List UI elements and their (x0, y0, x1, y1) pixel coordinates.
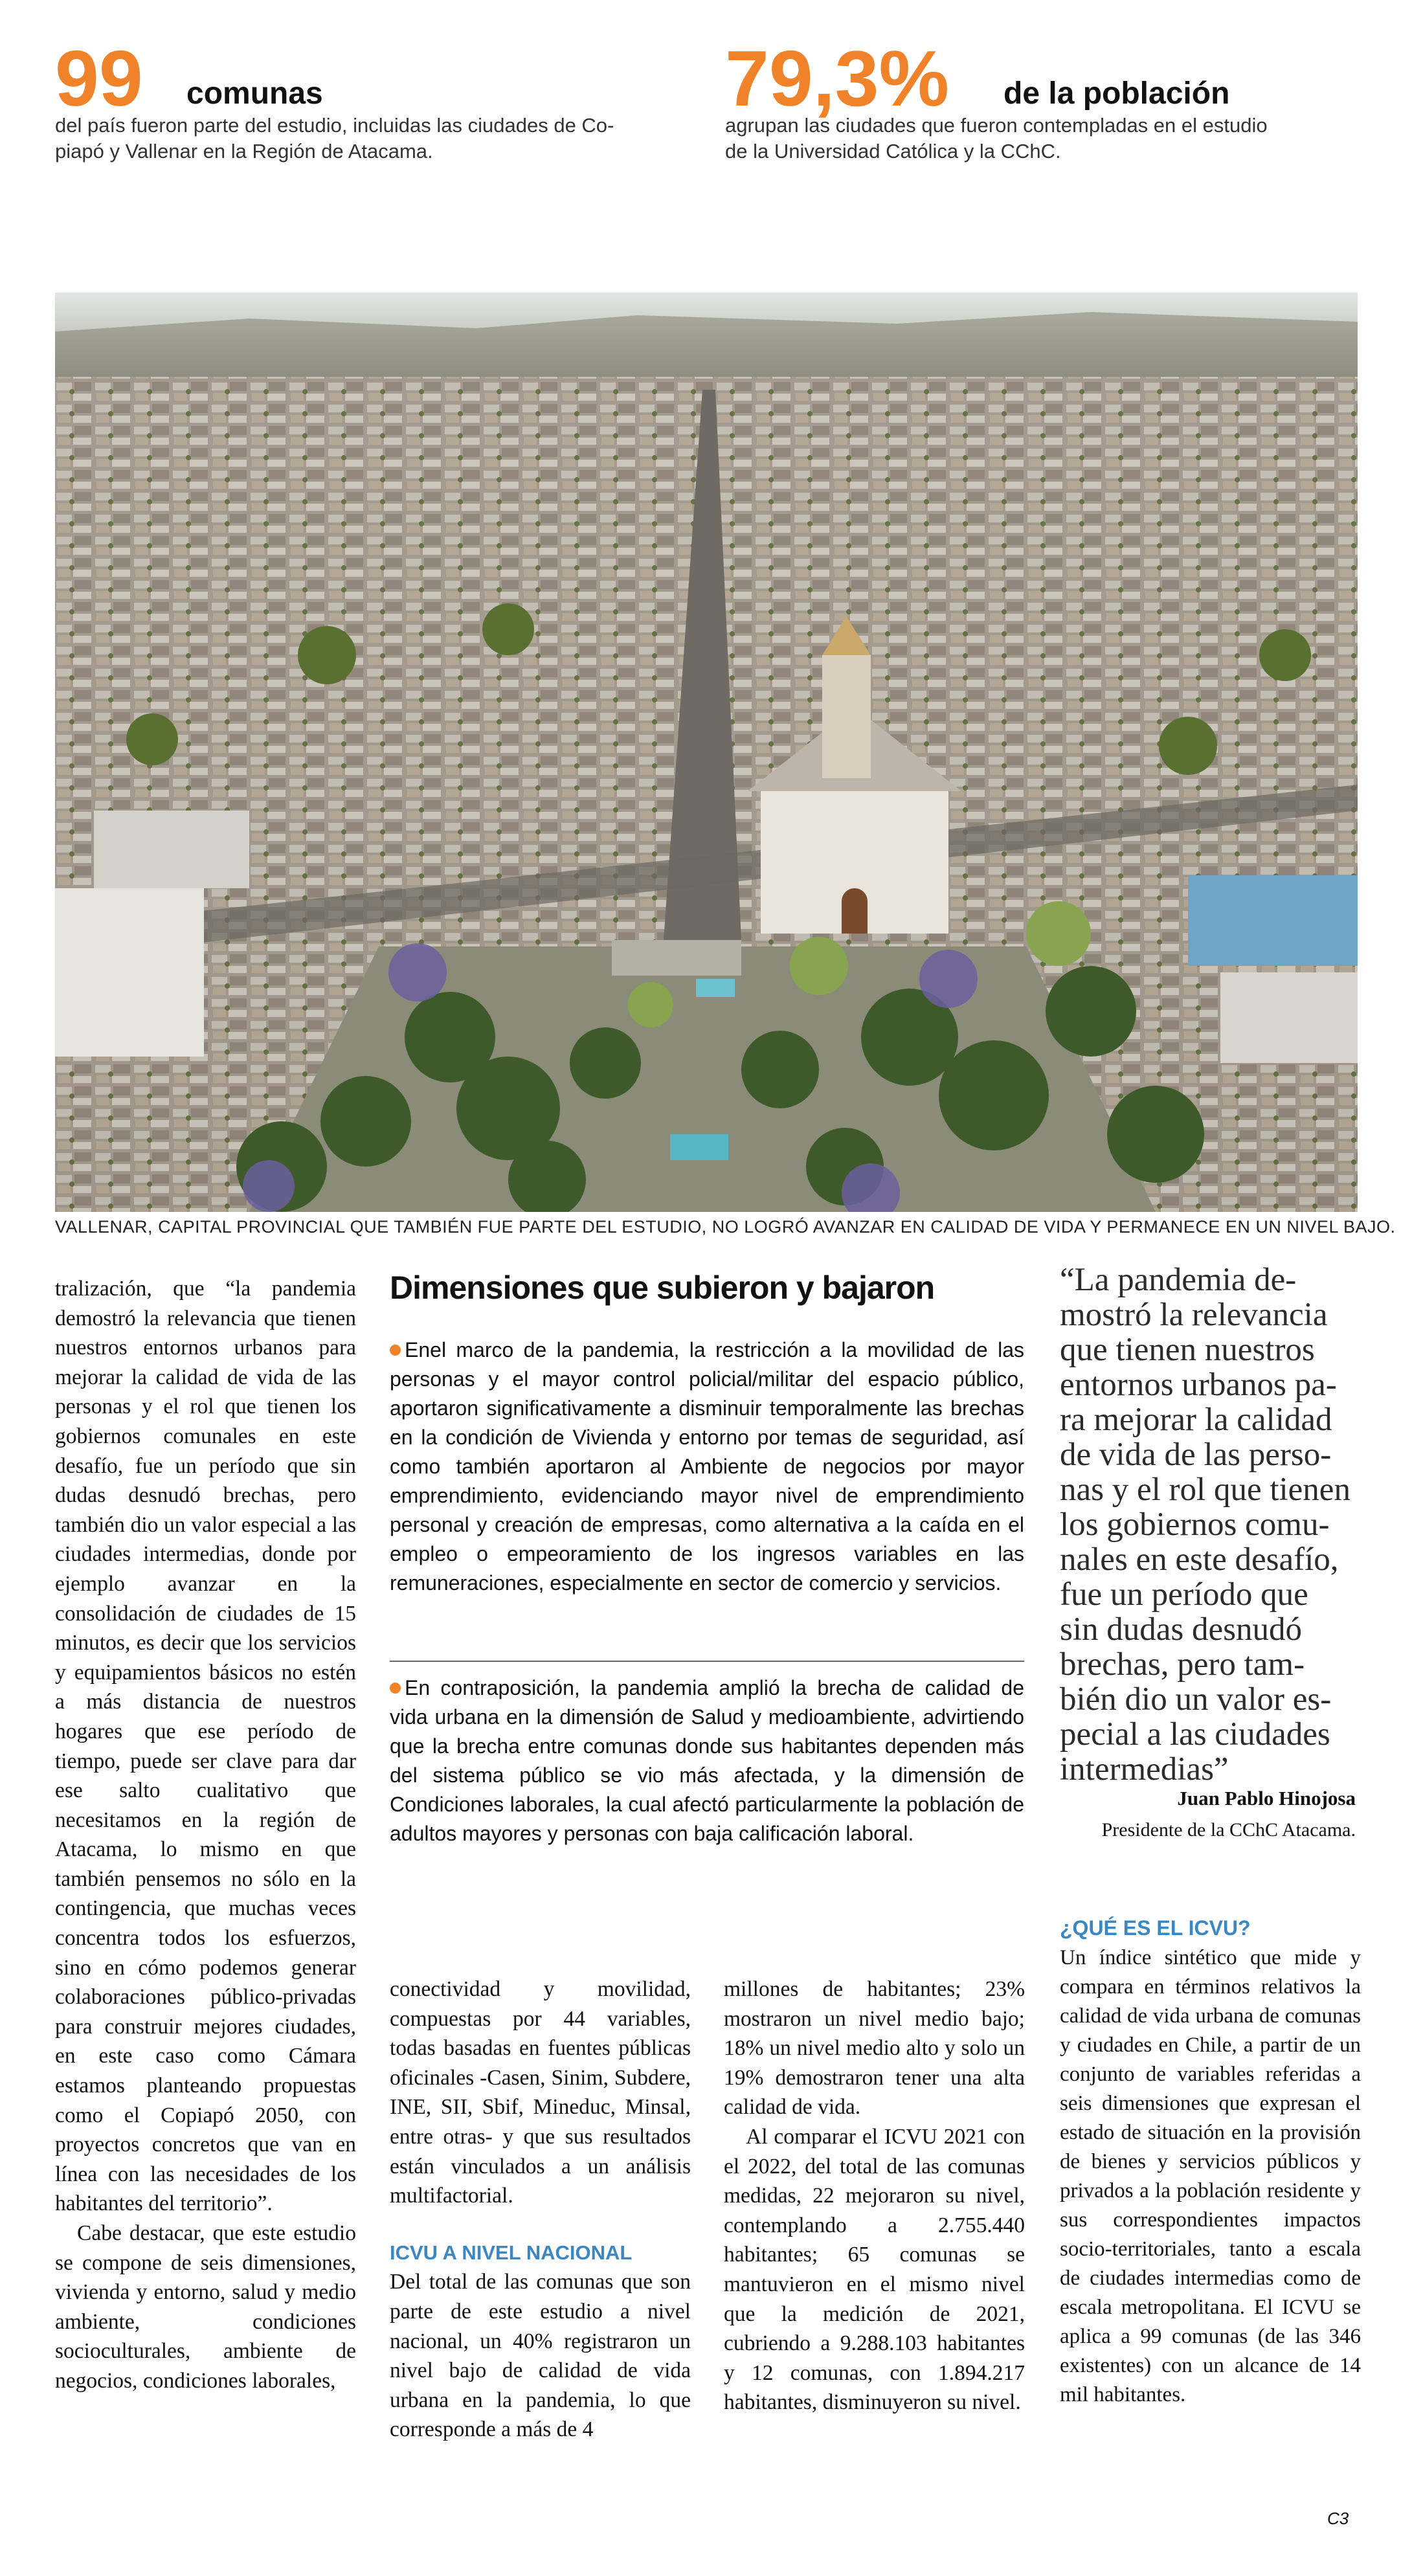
stat-desc-comunas: del país fueron parte del estudio, incluidas las ciudades de Co- piapó y Vallenar en la Región de Atacama. (55, 114, 614, 162)
dimensions-bullet-2: En contraposición, la pandemia amplió la brecha de calidad de vida urbana en la dimensión de Salud y medioambiente, advirtiendo que la brecha entre comunas donde sus habitantes dependen más del sistema público se vio más afectada, y la dimensión de Condiciones laborales, la cual afectó particularmente la población de adultos mayores y personas con baja calificación laboral. (390, 1676, 1024, 1845)
orange-bullet-icon (390, 1683, 401, 1694)
aerial-photo-vallenar (55, 293, 1358, 1212)
column-2-paragraph-2: Del total de las comunas que son parte de este estudio a nivel nacional, un 40% registraron un nivel bajo de calidad de vida urbana en la pandemia, lo que corresponde a más de 4 (390, 2270, 691, 2442)
stat-number-comunas: 99 (55, 34, 143, 122)
pull-quote: “La pandemia de- mostró la relevancia que tienen nuestros entornos urbanos pa- ra mejorar la calidad de vida de las perso- nas y el rol que tienen los gobiernos comu- nales en este desafío, fue un período que sin dudas desnudó brechas, pero tam- bién dio un valor es- pecial a las ciudades intermedias” (1060, 1262, 1351, 1787)
dimensions-bullet-1: Enel marco de la pandemia, la restricción a la movilidad de las personas y el mayor control policial/militar del espacio público, aportaron significativamente a disminuir temporalmente las brechas en la condición de Vivienda y entorno por temas de seguridad, así como también aportaron al Ambiente de negocios por mayor emprendimiento, evidenciando mayor nivel de emprendimiento personal y creación de empresas, como alternativa a la caída en el empleo o empeoramiento de los ingresos variables en las remuneraciones, especialmente en sector de comercio y servicios. (390, 1338, 1024, 1595)
orange-bullet-icon (390, 1345, 401, 1356)
photo-caption: VALLENAR, CAPITAL PROVINCIAL QUE TAMBIÉN FUE PARTE DEL ESTUDIO, NO LOGRÓ AVANZAR EN CALIDAD DE VIDA Y PERMANECE EN UN NIVEL BAJO. (55, 1217, 1396, 1237)
article-column-1 (55, 1274, 356, 2396)
stat-word-comunas: comunas (186, 76, 323, 111)
quote-author: Juan Pablo Hinojosa (1177, 1787, 1356, 1809)
stat-number-poblacion: 79,3% (725, 34, 949, 122)
sidebar-text: Un índice sintético que mide y compara en términos relativos la calidad de vida urbana de comunas y ciudades en Chile, a partir de un conjunto de variables referidas a seis dimensiones que expresan el estado de situación en la provisión de bienes y servicios públicos y privados a la población residente y sus correspondientes impactos socio-territoriales, tanto a escala de ciudades intermedias como de escala metropolitana. El ICVU se aplica a 99 comunas (de las 346 existentes) con un alcance de 14 mil habitantes. (1060, 1946, 1361, 2406)
article-column-3 (724, 1975, 1025, 2417)
column-1-paragraph-2: Cabe destacar, que este estudio se compone de seis dimensiones, vivienda y entorno, salud y medio ambiente, condiciones socioculturales, ambiente de negocios, condiciones laborales, (55, 2221, 356, 2393)
quote-author-role: Presidente de la CChC Atacama. (1101, 1819, 1356, 1841)
dimensions-divider (390, 1661, 1024, 1662)
sidebar-title: ¿QUÉ ES EL ICVU? (1060, 1916, 1251, 1940)
article-column-2 (390, 1975, 691, 2445)
dimensions-title: Dimensiones que subieron y bajaron (390, 1270, 935, 1306)
stat-desc-poblacion: agrupan las ciudades que fueron contempladas en el estudio de la Universidad Católica y la CChC. (725, 114, 1268, 162)
column-3-paragraph-2: Al comparar el ICVU 2021 con el 2022, del total de las comunas medidas, 22 mejoraron su nivel, contemplando a 2.755.440 habitantes; 65 comunas se mantuvieron en el mismo nivel que la medición de 2021, cubriendo a 9.288.103 habitantes y 12 comunas, con 1.894.217 habitantes, disminuyeron su nivel. (724, 2124, 1025, 2415)
icvu-nacional-heading: ICVU A NIVEL NACIONAL (390, 2241, 633, 2264)
stat-word-poblacion: de la población (1003, 76, 1230, 111)
column-3-paragraph-1: millones de habitantes; 23% mostraron un nivel medio bajo; 18% un nivel medio alto y solo un 19% demostraron tener una alta calidad de vida. (724, 1977, 1025, 2120)
column-1-paragraph-1: tralización, que “la pandemia demostró la relevancia que tienen nuestros entornos urbanos para mejorar la calidad de vida de las personas y el rol que tienen los gobiernos comunales en este desafío, fue un período que sin dudas desnudó brechas, pero también dio un valor especial a las ciudades intermedias, donde por ejemplo avanzar en la consolidación de ciudades de 15 minutos, es decir que los servicios y equipamientos básicos no estén a más distancia de nuestros hogares que ese período de tiempo, puede ser clave para dar ese salto cualitativo que necesitamos en la región de Atacama, lo mismo en que también pensemos no sólo en la contingencia, que muchas veces concentra todos los esfuerzos, sino en cómo podemos generar colaboraciones público-privadas para construir mejores ciudades, en este caso como Cámara estamos planteando propuestas como el Copiapó 2050, con proyectos concretos que van en línea con las necesidades de los habitantes del territorio”. (55, 1277, 356, 2216)
end-mark-icon: C3 (1327, 2509, 1349, 2528)
column-2-paragraph-1: conectividad y movilidad, compuestas por 44 variables, todas basadas en fuentes públicas oficinales -Casen, Sinim, Subdere, INE, SII, Sbif, Mineduc, Minsal, entre otras- y que sus resultados están vinculados a un análisis multifactorial. (390, 1977, 691, 2208)
